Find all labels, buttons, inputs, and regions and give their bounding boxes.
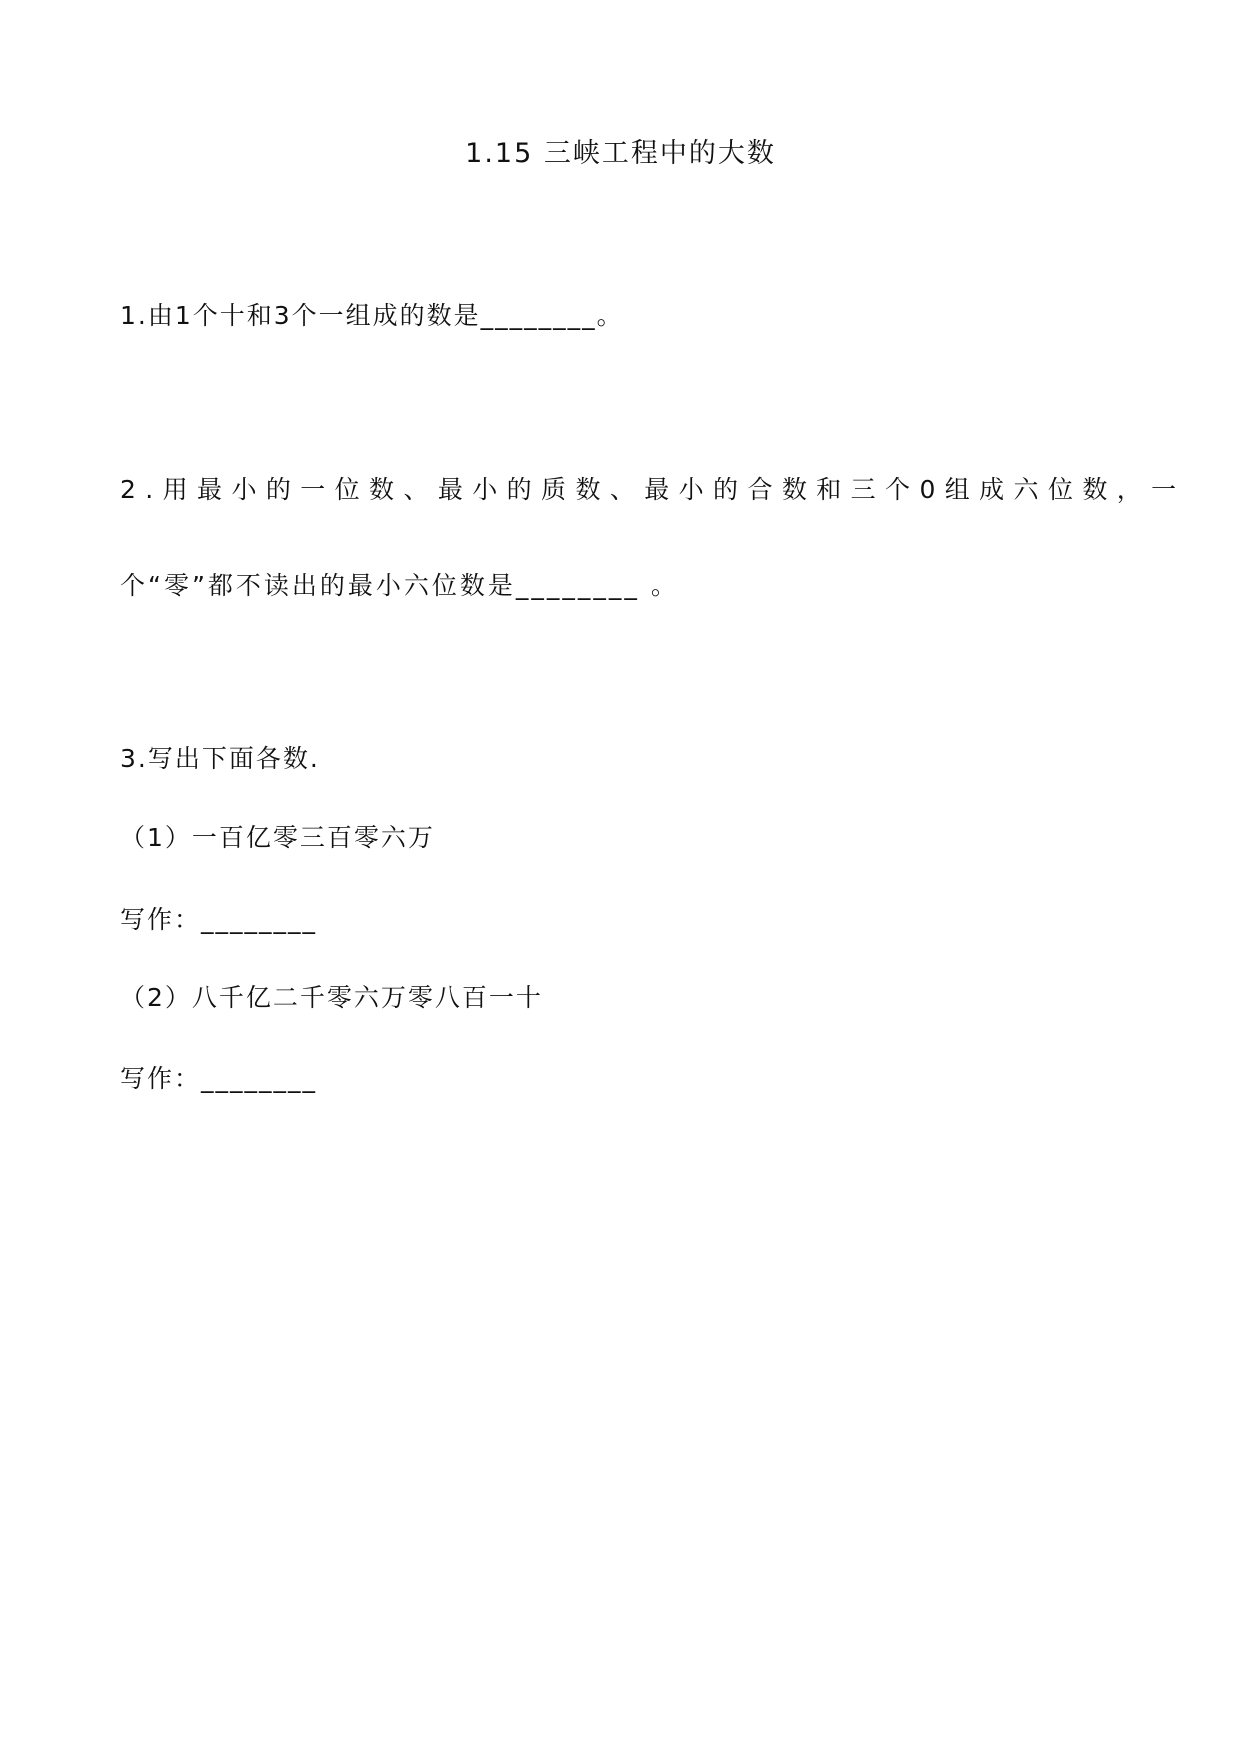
question-2-line-2: 个“零”都不读出的最小六位数是________ 。 <box>120 571 679 600</box>
question-1: 1.由1个十和3个一组成的数是________。 <box>120 301 624 330</box>
question-3-part-1: （1）一百亿零三百零六万 <box>120 823 435 852</box>
page-title: 1.15 三峡工程中的大数 <box>465 138 776 169</box>
question-3-part-1-answer: 写作：________ <box>120 905 318 934</box>
question-3-part-2: （2）八千亿二千零六万零八百一十 <box>120 983 543 1012</box>
question-3-part-2-answer: 写作：________ <box>120 1064 318 1093</box>
question-2-line-1: 2.用最小的一位数、最小的质数、最小的合数和三个0组成六位数，一 <box>120 475 1186 504</box>
question-3-prompt: 3.写出下面各数. <box>120 744 320 773</box>
